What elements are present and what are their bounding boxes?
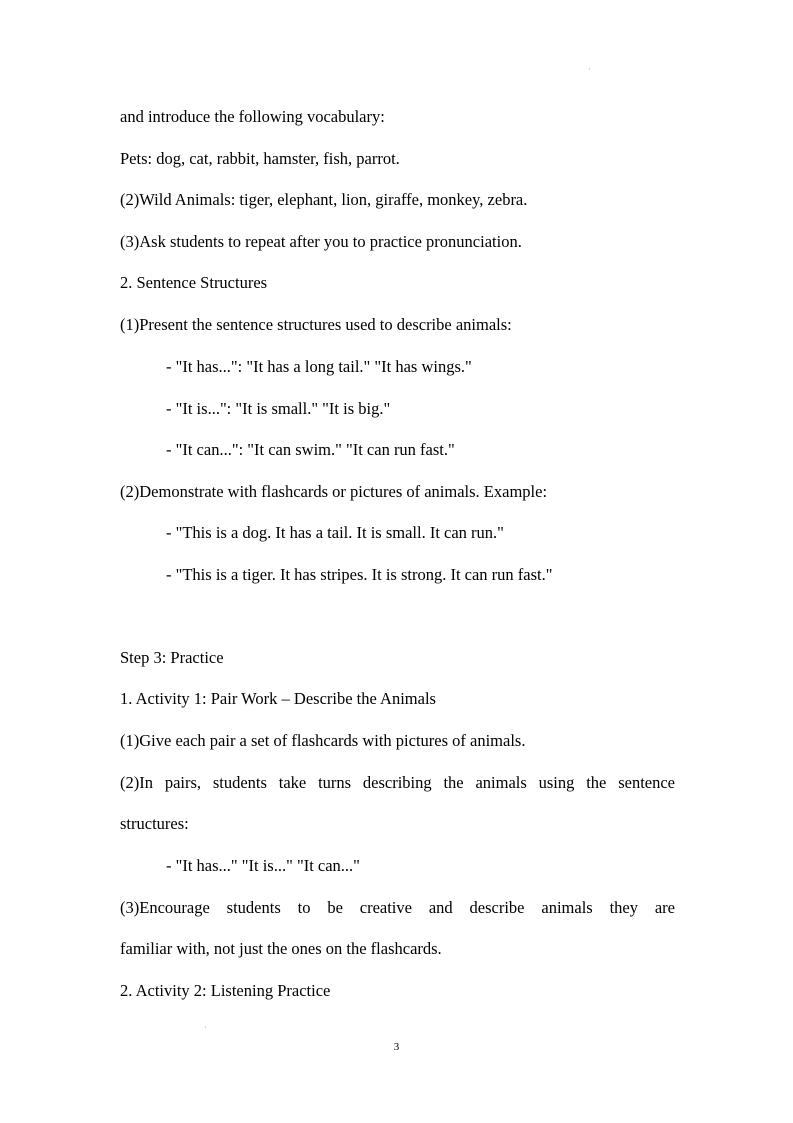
text-line-wild-animals: (2)Wild Animals: tiger, elephant, lion, giraffe, monkey, zebra. bbox=[120, 190, 528, 209]
scan-speck bbox=[589, 68, 590, 70]
text-line-demonstrate: (2)Demonstrate with flashcards or pictures of animals. Example: bbox=[120, 482, 548, 501]
section-heading-sentence-structures: 2. Sentence Structures bbox=[120, 273, 268, 292]
text-line-structures: structures: bbox=[120, 814, 189, 833]
text-line-present-structures: (1)Present the sentence structures used to describe animals: bbox=[120, 315, 512, 334]
text-line-familiar: familiar with, not just the ones on the flashcards. bbox=[120, 939, 442, 958]
text-line-it-is: - "It is...": "It is small." "It is big." bbox=[166, 399, 391, 418]
text-line-pets: Pets: dog, cat, rabbit, hamster, fish, parrot. bbox=[120, 149, 400, 168]
text-line-give-flashcards: (1)Give each pair a set of flashcards with pictures of animals. bbox=[120, 731, 526, 750]
text-line-it-can: - "It can...": "It can swim." "It can run fast." bbox=[166, 440, 455, 459]
text-line-dog-example: - "This is a dog. It has a tail. It is small. It can run." bbox=[166, 523, 504, 542]
text-line-it-has: - "It has...": "It has a long tail." "It has wings." bbox=[166, 357, 472, 376]
section-heading-activity-1: 1. Activity 1: Pair Work – Describe the Animals bbox=[120, 689, 436, 708]
page-number: 3 bbox=[393, 1041, 400, 1053]
section-heading-step-3: Step 3: Practice bbox=[120, 648, 224, 667]
text-line-pairs-describe: (2)In pairs, students take turns describing the animals using the sentence bbox=[120, 773, 675, 792]
text-line-tiger-example: - "This is a tiger. It has stripes. It is strong. It can run fast." bbox=[166, 565, 553, 584]
text-line-encourage: (3)Encourage students to be creative and describe animals they are bbox=[120, 898, 675, 917]
scan-speck bbox=[205, 1026, 206, 1028]
section-heading-activity-2: 2. Activity 2: Listening Practice bbox=[120, 981, 331, 1000]
text-line-structure-list: - "It has..." "It is..." "It can..." bbox=[166, 856, 360, 875]
text-line-vocabulary-intro: and introduce the following vocabulary: bbox=[120, 107, 385, 126]
text-line-repeat: (3)Ask students to repeat after you to practice pronunciation. bbox=[120, 232, 522, 251]
